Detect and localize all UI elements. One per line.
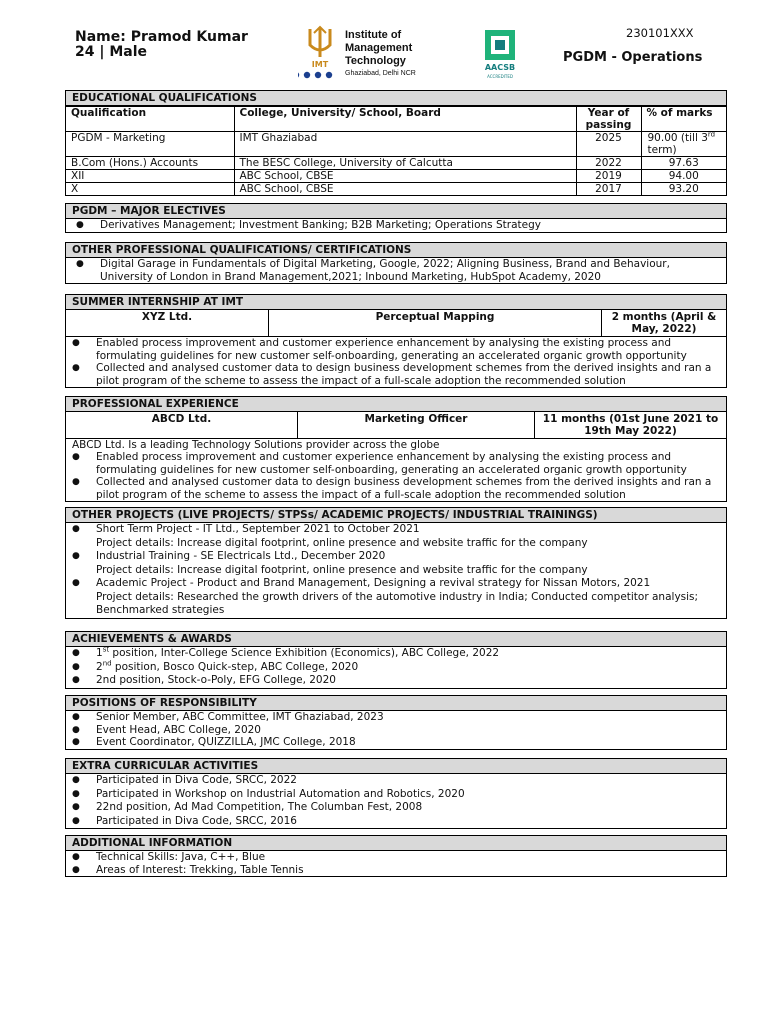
projects-list	[66, 523, 726, 537]
program-name: PGDM - Operations	[563, 50, 703, 65]
section-title: EXTRA CURRICULAR ACTIVITIES	[66, 759, 726, 774]
aacsb-emblem-icon	[483, 28, 517, 82]
list-item: ● Enabled process improvement and customer experience enhancement by analysing the existing process and formulating guidelines for new customer self-onboarding, generating an accelerated organic growth opportunity	[66, 451, 726, 476]
table-cell: ABC School, CBSE	[234, 170, 576, 183]
section-title: PGDM – MAJOR ELECTIVES	[66, 204, 726, 219]
section-title: OTHER PROJECTS (LIVE PROJECTS/ STPSs/ ACADEMIC PROJECTS/ INDUSTRIAL TRAININGS)	[66, 508, 726, 523]
table-cell: 2019	[576, 170, 641, 183]
duration: 2 months (April & May, 2022)	[611, 311, 717, 335]
section-title: EDUCATIONAL QUALIFICATIONS	[66, 91, 726, 106]
achievements-list	[66, 647, 726, 688]
list-item: ● 22nd position, Ad Mad Competition, The Columban Fest, 2008	[66, 801, 726, 815]
duration: 11 months (01st June 2021 to 19th May 2022)	[542, 413, 719, 437]
imt-emblem-icon	[298, 25, 342, 81]
experience-info-row	[66, 412, 726, 439]
extracurricular-section	[65, 758, 727, 829]
section-title: OTHER PROFESSIONAL QUALIFICATIONS/ CERTIFICATIONS	[66, 243, 726, 258]
electives-list	[66, 219, 726, 232]
list-item: ● 2nd position, Bosco Quick-step, ABC College, 2020	[66, 661, 726, 675]
table-cell: IMT Ghaziabad	[234, 132, 576, 157]
experience-section	[65, 396, 727, 502]
column-header: % of marks	[641, 107, 726, 132]
list-item: ● Senior Member, ABC Committee, IMT Ghaziabad, 2023	[66, 711, 726, 724]
list-item: ● Event Coordinator, QUIZZILLA, JMC College, 2018	[66, 736, 726, 749]
responsibility-list	[66, 711, 726, 749]
table-cell: 93.20	[641, 183, 726, 196]
column-header: Qualification	[66, 107, 234, 132]
age-gender: 24 | Male	[75, 44, 148, 60]
extracurricular-list	[66, 774, 726, 828]
internship-section	[65, 294, 727, 388]
achievements-section	[65, 631, 727, 689]
list-item: ● Academic Project - Product and Brand Management, Designing a revival strategy for Nissan Motors, 2021	[66, 577, 726, 591]
list-item: ● Short Term Project - IT Ltd., September 2021 to October 2021	[66, 523, 726, 537]
education-table	[66, 106, 726, 195]
projects-section	[65, 507, 727, 619]
logo-line-1: Institute of	[345, 29, 402, 41]
aacsb-name: AACSB	[484, 63, 516, 72]
responsibility-section	[65, 695, 727, 750]
project-detail: Project details: Increase digital footprint, online presence and website traffic for the company	[96, 563, 588, 576]
column-header: College, University/ School, Board	[234, 107, 576, 132]
list-item: ● 1st position, Inter-College Science Exhibition (Economics), ABC College, 2022	[66, 647, 726, 661]
company-name: ABCD Ltd.	[66, 412, 298, 438]
list-item: ● Participated in Diva Code, SRCC, 2022	[66, 774, 726, 788]
projects-list	[66, 577, 726, 591]
table-cell	[641, 132, 726, 157]
list-item: ● Collected and analysed customer data to design business development schemes from the derived insights and ran a pilot program of the scheme to assess the impact of a full-scale adoption the recommended solution	[66, 362, 726, 387]
additional-section	[65, 835, 727, 877]
certifications-section	[65, 242, 727, 284]
logo-line-2: Management Technology	[345, 42, 413, 67]
marks-value: 90.00 (till 3rd term)	[647, 130, 716, 156]
internship-list	[66, 337, 726, 387]
table-row	[66, 157, 726, 170]
table-cell: 2025	[576, 132, 641, 157]
section-title: PROFESSIONAL EXPERIENCE	[66, 397, 726, 412]
internship-info-row	[66, 310, 726, 337]
table-cell: B.Com (Hons.) Accounts	[66, 157, 234, 170]
table-header-row	[66, 107, 726, 132]
list-item: ● Participated in Diva Code, SRCC, 2016	[66, 815, 726, 829]
imt-logo	[298, 25, 473, 83]
certifications-list	[66, 258, 726, 283]
education-section	[65, 90, 727, 196]
projects-list	[66, 550, 726, 564]
table-cell: ABC School, CBSE	[234, 183, 576, 196]
table-cell: 94.00	[641, 170, 726, 183]
list-item: ● Enabled process improvement and customer experience enhancement by analysing the existing process and formulating guidelines for new customer self-onboarding, generating an accelerated organic growth opportunity	[66, 337, 726, 362]
role-name: Marketing Officer	[298, 412, 535, 438]
section-title: SUMMER INTERNSHIP AT IMT	[66, 295, 726, 310]
list-item: ● Event Head, ABC College, 2020	[66, 724, 726, 737]
list-item: ● 2nd position, Stock-o-Poly, EFG College, 2020	[66, 674, 726, 688]
list-item: ● Areas of Interest: Trekking, Table Tennis	[66, 864, 726, 877]
column-header: Year of passing	[576, 107, 641, 132]
table-cell: 2022	[576, 157, 641, 170]
section-title: ACHIEVEMENTS & AWARDS	[66, 632, 726, 647]
section-title: ADDITIONAL INFORMATION	[66, 836, 726, 851]
table-cell: X	[66, 183, 234, 196]
table-row	[66, 183, 726, 196]
roll-number: 230101XXX	[626, 26, 694, 40]
table-row	[66, 170, 726, 183]
electives-section	[65, 203, 727, 233]
list-item: ● Derivatives Management; Investment Banking; B2B Marketing; Operations Strategy	[66, 219, 726, 232]
list-item: ● Participated in Workshop on Industrial Automation and Robotics, 2020	[66, 788, 726, 802]
project-detail: Project details: Researched the growth drivers of the automotive industry in India; Conducted competitor analysis; Benchmarked strategies	[96, 590, 699, 616]
aacsb-logo	[483, 28, 517, 82]
table-cell: 97.63	[641, 157, 726, 170]
company-name: XYZ Ltd.	[66, 310, 269, 336]
list-item: ● Technical Skills: Java, C++, Blue	[66, 851, 726, 864]
additional-list	[66, 851, 726, 876]
logo-line-3: Ghaziabad, Delhi NCR	[345, 70, 416, 77]
aacsb-sub: ACCREDITED	[487, 74, 513, 79]
experience-list	[66, 451, 726, 501]
project-name: Perceptual Mapping	[269, 310, 602, 336]
table-row	[66, 132, 726, 157]
table-cell: 2017	[576, 183, 641, 196]
section-title: POSITIONS OF RESPONSIBILITY	[66, 696, 726, 711]
table-cell: XII	[66, 170, 234, 183]
resume-header	[0, 0, 768, 88]
list-item: ● Digital Garage in Fundamentals of Digital Marketing, Google, 2022; Aligning Business, Brand and Behaviour, University of London in Brand Management,2021; Inbound Marketing, HubSpot Academy, 2020	[66, 258, 726, 283]
list-item: ● Industrial Training - SE Electricals Ltd., December 2020	[66, 550, 726, 564]
candidate-name: Name: Pramod Kumar	[75, 29, 248, 45]
table-cell: PGDM - Marketing	[66, 132, 234, 157]
company-intro: ABCD Ltd. Is a leading Technology Solutions provider across the globe	[72, 439, 440, 451]
project-detail: Project details: Increase digital footprint, online presence and website traffic for the company	[96, 536, 588, 549]
list-item: ● Collected and analysed customer data to design business development schemes from the derived insights and ran a pilot program of the scheme to assess the impact of a full-scale adoption the recommended solution	[66, 476, 726, 501]
imt-mark: IMT	[311, 60, 329, 69]
table-cell: The BESC College, University of Calcutta	[234, 157, 576, 170]
